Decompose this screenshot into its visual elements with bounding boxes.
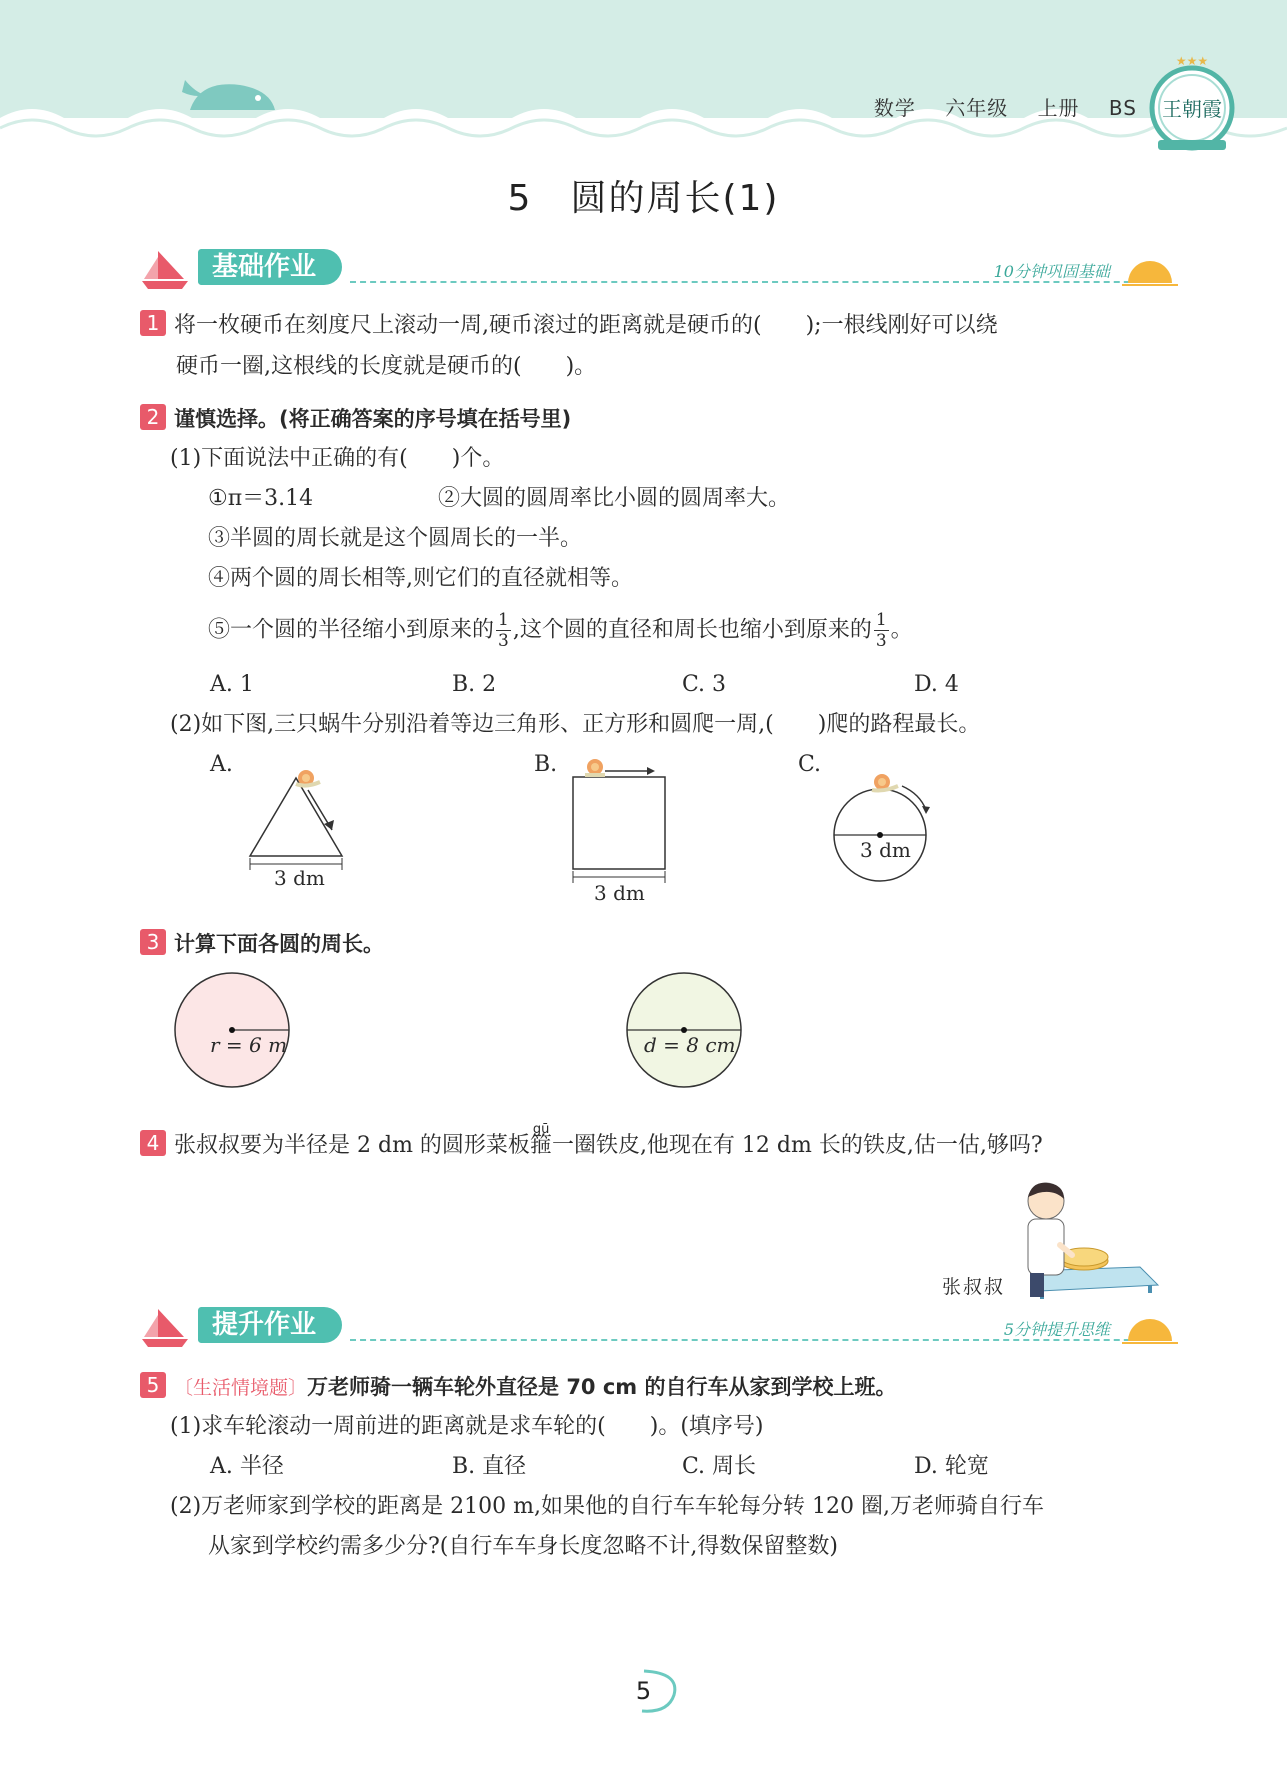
triangle-side-label: 3 dm <box>274 866 325 890</box>
q2-statement-5: ⑤一个圆的半径缩小到原来的 $\frac{1}{3}$ ,这个圆的直径和周长也缩小到原来的 $\frac{1}{3}$ 。 <box>208 610 913 651</box>
section-advanced-label: 提升作业 <box>198 1307 342 1343</box>
figure-label-c: C. <box>798 752 822 777</box>
uncle-zhang-illustration <box>1010 1175 1160 1300</box>
header-wave-band <box>0 0 1287 150</box>
q5-option-d: D. 轮宽 <box>914 1454 989 1479</box>
q2-option-d: D. 4 <box>914 672 959 697</box>
q1-line1: 1 将一枚硬币在刻度尺上滚动一周,硬币滚过的距离就是硬币的( );一根线刚好可以绕 <box>140 310 998 341</box>
section-basic-label: 基础作业 <box>198 249 342 285</box>
pinyin-gu: gū <box>532 1122 550 1137</box>
svg-text:★★★: ★★★ <box>1175 56 1209 68</box>
q1-number: 1 <box>140 310 166 336</box>
q4-number: 4 <box>140 1130 166 1156</box>
page-title: 5 圆的周长(1) <box>507 178 780 219</box>
q2-option-a: A. 1 <box>210 672 254 697</box>
q5-p2-line1: (2)万老师家到学校的距离是 2100 m,如果他的自行车车轮每分转 120 圈,万老师骑自行车 <box>170 1494 1044 1519</box>
snail-icon <box>585 759 605 775</box>
q5-p2-line2: 从家到学校约需多少分?(自行车车身长度忽略不计,得数保留整数) <box>208 1534 838 1559</box>
q2-statement-3: ③半圆的周长就是这个圆周长的一半。 <box>208 526 583 551</box>
q3-number: 3 <box>140 929 166 955</box>
fraction-one-third: $\frac{1}{3}$ <box>875 610 887 651</box>
q2-statement-2: ②大圆的圆周率比小圆的圆周率大。 <box>438 486 791 511</box>
section-basic-banner <box>140 247 1180 297</box>
square-figure <box>565 755 675 895</box>
circle-figure <box>828 760 938 885</box>
q5-option-a: A. 半径 <box>210 1454 284 1479</box>
subject: 数学 <box>873 96 916 120</box>
q2-option-b: B. 2 <box>452 672 497 697</box>
grade: 六年级 <box>945 96 1009 120</box>
q5-number: 5 <box>140 1372 166 1398</box>
circle-diameter-figure <box>624 970 744 1090</box>
snail-icon <box>872 774 898 791</box>
sailboat-icon <box>140 247 190 291</box>
circle-diameter-value: d = 8 cm <box>644 1033 736 1057</box>
figure-caption-uncle: 张叔叔 <box>942 1276 1006 1298</box>
q1-line2: 硬币一圈,这根线的长度就是硬币的( )。 <box>176 354 597 379</box>
circle-radius-figure <box>172 970 292 1090</box>
q2-p2-stem: (2)如下图,三只蜗牛分别沿着等边三角形、正方形和圆爬一周,( )爬的路程最长。 <box>170 712 981 737</box>
q5-p1: (1)求车轮滚动一周前进的距离就是求车轮的( )。(填序号) <box>170 1414 764 1439</box>
q2-statement-4: ④两个圆的周长相等,则它们的直径就相等。 <box>208 566 633 591</box>
figure-label-b: B. <box>534 752 558 777</box>
volume: 上册 <box>1037 96 1080 120</box>
q3-title: 3 计算下面各圆的周长。 <box>140 929 384 960</box>
snail-icon <box>296 770 320 786</box>
q2-title: 2 谨慎选择。(将正确答案的序号填在括号里) <box>140 404 571 435</box>
q2-number: 2 <box>140 404 166 430</box>
section-advanced-tip: 5分钟提升思维 <box>1003 1320 1110 1339</box>
fraction-one-third: $\frac{1}{3}$ <box>498 610 509 651</box>
q2-statement-1: ①π＝3.14 <box>208 486 314 511</box>
square-side-label: 3 dm <box>594 881 645 905</box>
edition: BS <box>1108 96 1137 120</box>
q2-option-c: C. 3 <box>682 672 727 697</box>
section-basic-tip: 10分钟巩固基础 <box>993 262 1110 281</box>
book-info <box>852 92 1137 121</box>
sunrise-icon <box>1120 1315 1180 1345</box>
page-number: 5 <box>635 1677 652 1705</box>
q5-title: 5 〔生活情境题〕万老师骑一辆车轮外直径是 70 cm 的自行车从家到学校上班。 <box>140 1372 897 1403</box>
circle-diameter-label: 3 dm <box>860 838 911 862</box>
section-advanced-banner <box>140 1305 1180 1355</box>
q2-p1-stem: (1)下面说法中正确的有( )个。 <box>170 446 505 471</box>
figure-label-a: A. <box>210 752 233 777</box>
logo-text: 王朝霞 <box>1162 97 1222 121</box>
q4-text: 4 张叔叔要为半径是 2 dm 的圆形菜板 gū 箍一圈铁皮,他现在有 12 dm 长的铁皮,估一估,够吗? <box>140 1130 1043 1161</box>
sailboat-icon <box>140 1305 190 1349</box>
brand-logo-icon <box>1133 56 1251 156</box>
circle-radius-label: r = 6 m <box>210 1033 288 1057</box>
q5-option-b: B. 直径 <box>452 1454 527 1479</box>
q5-option-c: C. 周长 <box>682 1454 757 1479</box>
sunrise-icon <box>1120 257 1180 287</box>
q5-tag: 〔生活情境题〕 <box>174 1377 308 1399</box>
